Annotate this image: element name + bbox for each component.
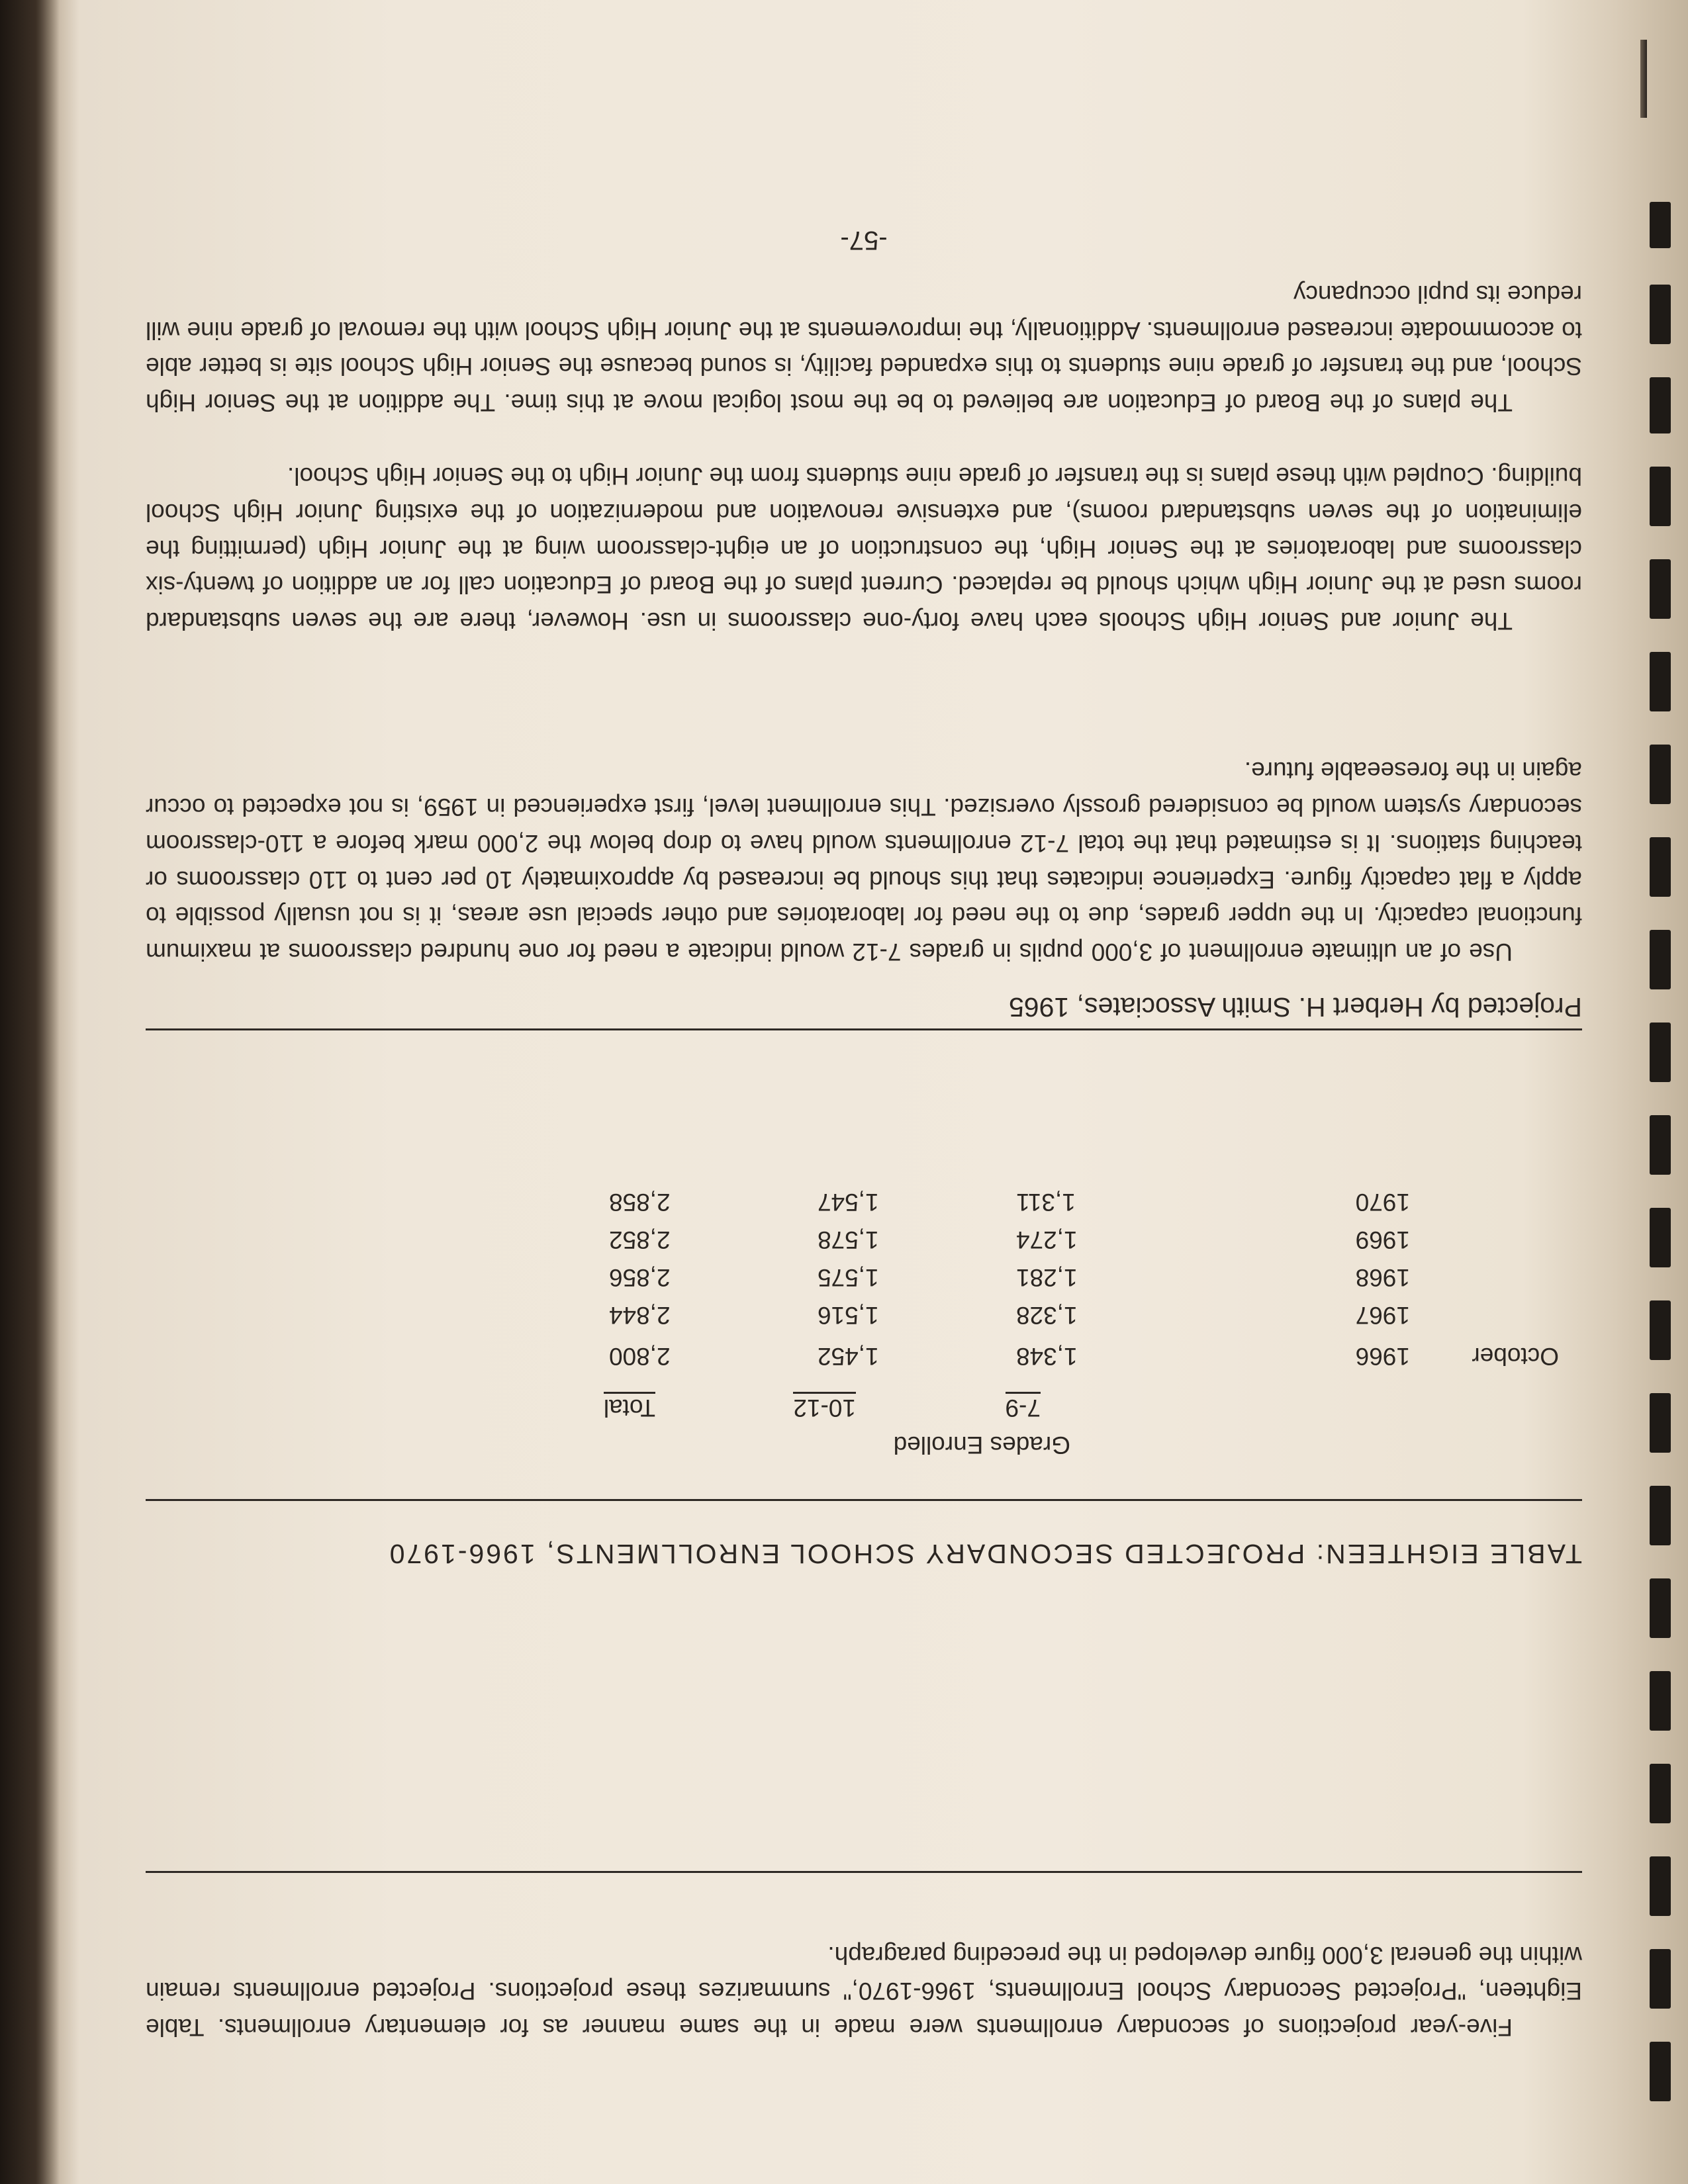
table-title-rule	[146, 1499, 1582, 1501]
table-cell-grades-7-9: 1,311	[1016, 1189, 1076, 1216]
table-cell-grades-10-12: 1,452	[818, 1343, 879, 1370]
header-total: Total	[604, 1392, 655, 1422]
page-body	[146, 139, 1582, 2045]
table-cell-total: 2,844	[609, 1302, 671, 1329]
table-cell-year: 1970	[1355, 1189, 1410, 1216]
binder-hole	[1650, 467, 1671, 526]
table-cell-year: 1967	[1355, 1302, 1410, 1329]
binder-ring	[1640, 40, 1647, 118]
grades-enrolled-header: Grades Enrolled	[893, 1432, 1070, 1459]
binder-hole	[1650, 930, 1671, 989]
binder-hole	[1650, 1671, 1671, 1731]
header-grades-10-12: 10-12	[793, 1392, 856, 1422]
table-cell-grades-10-12: 1,578	[818, 1226, 879, 1253]
binder-hole	[1650, 837, 1671, 897]
paragraph-intro: Five-year projections of secondary enrollments were made in the same manner as for elementary enrollments. Table Eighteen, "Projected Secondary School Enrollments, 1966-1970," summarizes these projections. Projected enrollments remain within the general 3,000 figure developed in the preceding paragraph.	[146, 1941, 1582, 2041]
binder-hole	[1650, 1023, 1671, 1082]
binder-hole	[1650, 377, 1671, 433]
binder-hole	[1650, 1949, 1671, 2009]
page-number: -57-	[840, 226, 888, 255]
table-cell-grades-10-12: 1,575	[818, 1264, 879, 1291]
paragraph-board-plans: The plans of the Board of Education are believed to be the most logical move at this time. The addition at the Senior High School, and the transfer of grade nine students to this expanded facility, is sound because the Senior High School site is better able to accommodate increased enrollments. Additionally, the improvements at the Junior High School with the removal of grade nine will reduce its pupil occupancy	[146, 280, 1582, 416]
paragraph-capacity: Use of an ultimate enrollment of 3,000 pupils in grades 7-12 would indicate a need for one hundred classrooms at maximum functional capacity. In the upper grades, due to the need for laboratories and other special use areas, it is not usually possible to apply a flat capacity figure. Experience indicates that this should be increased by approximately 10 per cent to 110 classrooms or teaching stations. It is estimated that the total 7-12 enrollments would have to drop below the 2,000 mark before a 110-classroom secondary system would be considered grossly oversized. This enrollment level, first experienced in 1959, is not expected to occur again in the foreseeable future.	[146, 757, 1582, 966]
paragraph-classrooms: The Junior and Senior High Schools each have forty-one classrooms in use. However, there are the seven substandard rooms used at the Junior High which should be replaced. Current plans of the Board of Education call for an addition of twenty-six classrooms and laboratories at the Senior High, the construction of an eight-classroom wing at the Junior High (permitting the elimination of the seven substandard rooms), and extensive renovation and modernization of the existing Junior High School building. Coupled with these plans is the transfer of grade nine students from the Junior High to the Senior High School.	[146, 463, 1582, 635]
table-bottom-rule	[146, 1028, 1582, 1030]
table-cell-grades-7-9: 1,274	[1016, 1226, 1078, 1253]
table-cell-year: 1966	[1355, 1343, 1410, 1370]
binder-hole	[1650, 1486, 1671, 1545]
binder-hole	[1650, 1300, 1671, 1360]
table-cell-year: 1968	[1355, 1264, 1410, 1291]
binder-hole	[1650, 745, 1671, 804]
table-cell-year: 1969	[1355, 1226, 1410, 1253]
table-cell-grades-7-9: 1,328	[1016, 1302, 1078, 1329]
binder-hole	[1650, 1208, 1671, 1267]
table-cell-total: 2,852	[609, 1226, 671, 1253]
table-cell-grades-7-9: 1,348	[1016, 1343, 1078, 1370]
binder-hole	[1650, 1764, 1671, 1823]
header-grades-7-9: 7-9	[1006, 1392, 1041, 1422]
binder-hole	[1650, 2042, 1671, 2101]
table-cell-total: 2,858	[609, 1189, 671, 1216]
binder-hole	[1650, 1578, 1671, 1638]
table-cell-total: 2,856	[609, 1264, 671, 1291]
table-cell-grades-7-9: 1,281	[1016, 1264, 1078, 1291]
table-cell-grades-10-12: 1,547	[818, 1189, 879, 1216]
table-cell-grades-10-12: 1,516	[818, 1302, 879, 1329]
table-cell-total: 2,800	[609, 1343, 671, 1370]
binder-hole	[1650, 1115, 1671, 1175]
binder-hole	[1650, 652, 1671, 711]
table-source-note: Projected by Herbert H. Smith Associates, 1965	[1009, 992, 1582, 1023]
table-top-rule	[146, 1871, 1582, 1873]
table-title: TABLE EIGHTEEN: PROJECTED SECONDARY SCHOOL ENROLLMENTS, 1966-1970	[387, 1539, 1582, 1569]
binder-hole	[1650, 202, 1671, 248]
binder-hole	[1650, 285, 1671, 344]
row-label-october: October	[1472, 1343, 1559, 1370]
binder-hole	[1650, 1856, 1671, 1916]
binder-hole	[1650, 1393, 1671, 1453]
binder-hole	[1650, 559, 1671, 619]
